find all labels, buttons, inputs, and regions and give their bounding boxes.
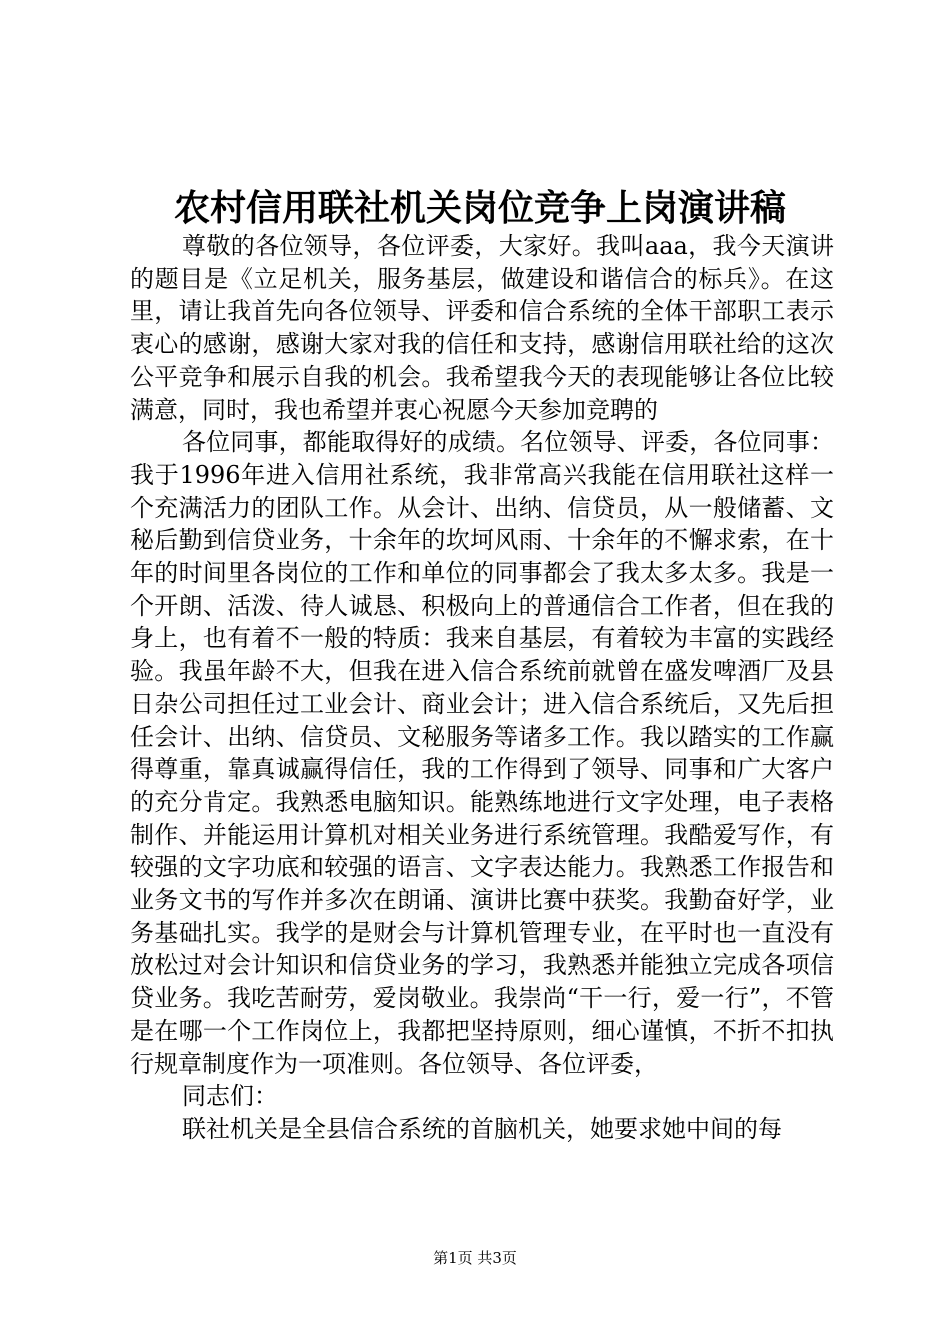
paragraph-greeting: 尊敬的各位领导，各位评委，大家好。我叫aaa，我今天演讲的题目是《立足机关，服务基层，做建设和谐信合的标兵》。在这里，请让我首先向各位领导、评委和信合系统的全体干部职工表示衷心的感谢，感谢大家对我的信任和支持，感谢信用联社给的这次公平竞争和展示自我的机会。我希望我今天的表现能够让各位比较满意，同时，我也希望并衷心祝愿今天参加竞聘的	[130, 232, 834, 424]
paragraph-salutation: 同志们：	[182, 1082, 278, 1111]
paragraph-continuation: 联社机关是全县信合系统的首脑机关，她要求她中间的每	[182, 1114, 782, 1143]
document-title: 农村信用联社机关岗位竞争上岗演讲稿	[173, 187, 786, 229]
paragraph-experience: 各位同事，都能取得好的成绩。名位领导、评委，各位同事：我于1996年进入信用社系统，我非常高兴我能在信用联社这样一个充满活力的团队工作。从会计、出纳、信贷员，从一般储蓄、文秘后勤到信贷业务，十余年的坎坷风雨、十余年的不懈求索，在十年的时间里各岗位的工作和单位的同事都会了我太多太多。我是一个开朗、活泼、待人诚恳、积极向上的普通信合工作者，但在我的身上，也有着不一般的特质：我来自基层，有着较为丰富的实践经验。我虽年龄不大，但我在进入信合系统前就曾在盛发啤酒厂及县日杂公司担任过工业会计、商业会计；进入信合系统后，又先后担任会计、出纳、信贷员、文秘服务等诸多工作。我以踏实的工作赢得尊重，靠真诚赢得信任，我的工作得到了领导、同事和广大客户的充分肯定。我熟悉电脑知识。能熟练地进行文字处理，电子表格制作、并能运用计算机对相关业务进行系统管理。我酷爱写作，有较强的文字功底和较强的语言、文字表达能力。我熟悉工作报告和业务文书的写作并多次在朗诵、演讲比赛中获奖。我勤奋好学，业务基础扎实。我学的是财会与计算机管理专业，在平时也一直没有放松过对会计知识和信贷业务的学习，我熟悉并能独立完成各项信贷业务。我吃苦耐劳，爱岗敬业。我崇尚“干一行，爱一行”，不管是在哪一个工作岗位上，我都把坚持原则，细心谨慎，不折不扣执行规章制度作为一项准则。各位领导、各位评委，	[130, 428, 834, 1078]
page-footer: 第1页 共3页	[433, 1249, 517, 1267]
document-body	[130, 230, 834, 1146]
